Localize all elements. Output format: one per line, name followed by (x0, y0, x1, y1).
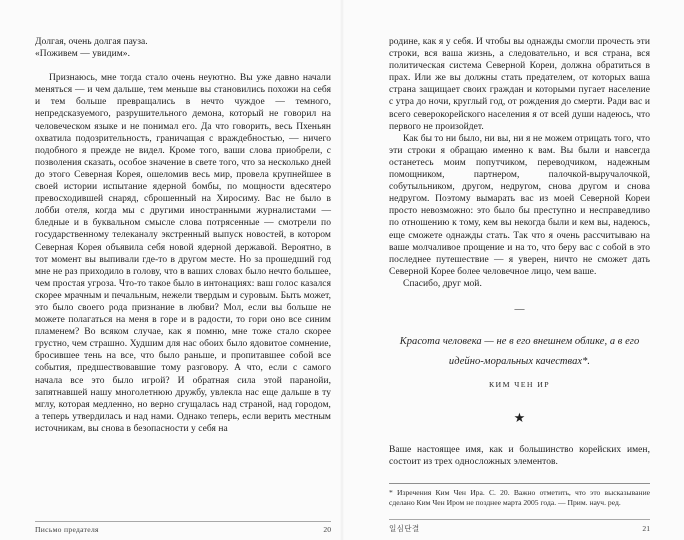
left-body-paragraph: Признаюсь, мне тогда стало очень неуютно. Вы уже давно начали меняться — и чем дальше, тем меньше вы становились похожи на себя и тем больше превращались в нечто чуждое — темного, непредсказуемого, разрушительного демона, который не говорил на человеческом языке и не понимал его. Да что говорить, весь Пхеньян охватила подозрительность, граничащая с враждебностью, — ничего подобного я прежде не видел. Кроме того, ваши слова приобрели, с позволения сказать, особое значение в свете того, что за несколько дней до этого Северная Корея, ошеломив весь мир, провела крупнейшее в своей истории испытание ядерной бомбы, по мощности вдесятеро превосходившей снаряд, сброшенный на Хиросиму. Вас не было в лобби отеля, когда мы с другими иностранными журналистами — бледные и в буквальном смысле слова потрясенные — смотрели по государственному телеканалу экстренный выпуск новостей, в котором Северная Корея объявила себя новой ядерной державой. Вероятно, в тот момент вы выпивали где-то в другом месте. Но за прошедший год мне не раз приходило в голову, что в ваших словах было нечто большее, чем простая угроза. Что-то такое было в интонациях: ваш голос казался скорее мрачным и печальным, нежели твердым и суровым. Быть может, это было своего рода признание в любви? Мол, если вы больше не можете полагаться на меня в горе и в радости, то гори оно все синим пламенем? Во всяком случае, как я помню, мне тоже стало скорее грустно, чем страшно. Худшим для нас обоих было ядовитое сомнение, бросившее тень на все, что было раньше, и пропитавшее собой все события, предшествовавшие тому разговору. А что, если с самого начала все это было игрой? И обратная сила этой паранойи, запятнавшей нашу многолетнюю дружбу, увлекла нас еще дальше в ту мглу, которая медленно, но верно сгущалась над страной, над городом, а теперь утвердилась и над нами. Однако теперь, если верить местным источникам, вы снова в безопасности у себя на (35, 73, 331, 434)
right-body-continuation: родине, как я у себя. И чтобы вы однажды смогли прочесть эти строки, вся ваша жизнь, а следовательно, и вся страна, вся политическая система Северной Кореи, должна обратиться в прах. Или же вы должны стать предателем, от которых ваша страна защищает своих граждан и которыми пугает население с утра до ночи, круглый год, от рождения до смерти. Ради вас и всего северокорейского населения я от всей души надеюсь, что первого не произойдет. (389, 37, 650, 132)
page-number-left: 20 (323, 525, 331, 534)
right-paragraph-3: Ваше настоящее имя, как и большинство корейских имен, состоит из трех односложных элементов. (389, 445, 650, 468)
right-page-footer (389, 519, 650, 534)
running-title-right: 일심단결 (389, 524, 420, 533)
left-text-area (35, 36, 331, 435)
footnote-rule (389, 483, 650, 484)
page-right (342, 0, 684, 540)
closing-line: Спасибо, друг мой. (403, 278, 482, 289)
star-icon: ★ (513, 410, 526, 426)
right-text-area (389, 36, 650, 468)
dialogue-line-2: «Поживем — увидим». (35, 49, 131, 60)
page-number-right: 21 (642, 524, 650, 533)
footnote-text: * Изречения Ким Чен Ира. С. 20. Важно отметить, что это высказывание сделано Ким Чен Иром не позднее марта 2005 года. — Прим. науч. ред. (389, 488, 650, 508)
epigraph-quote: Красота человека — не в его внешнем облике, а в его идейно-моральных качествах*. (399, 336, 640, 368)
footnote-block (389, 483, 650, 508)
right-paragraph-2: Как бы то ни было, ни вы, ни я не можем отрицать того, что эти строки я обращаю именно к вам. Вы были и навсегда останетесь моим попутчиком, переводчиком, надежным помощником, партнером, палочкой-выручалочкой, собутыльником, другом, недругом, снова другом и снова недругом. Поэтому вымарать вас из моей Северной Кореи просто невозможно: это было бы преступно и несправедливо по отношению к тому, кем вы некогда были и кем вы, надеюсь, еще сможете однажды стать. Так что я очень рассчитываю на ваше молчаливое прощение и на то, что беру вас с собой в это последнее путешествие — я уверен, ничто не сможет дать Северной Корее более человечное лицо, чем ваше. (389, 133, 650, 277)
section-divider-dash: — (514, 303, 525, 315)
left-page-footer (35, 521, 331, 534)
dialogue-line-1: Долгая, очень долгая пауза. (35, 37, 148, 47)
quote-attribution: КИМ ЧЕН ИР (488, 380, 551, 390)
running-title-left: Письмо предателя (35, 525, 99, 534)
